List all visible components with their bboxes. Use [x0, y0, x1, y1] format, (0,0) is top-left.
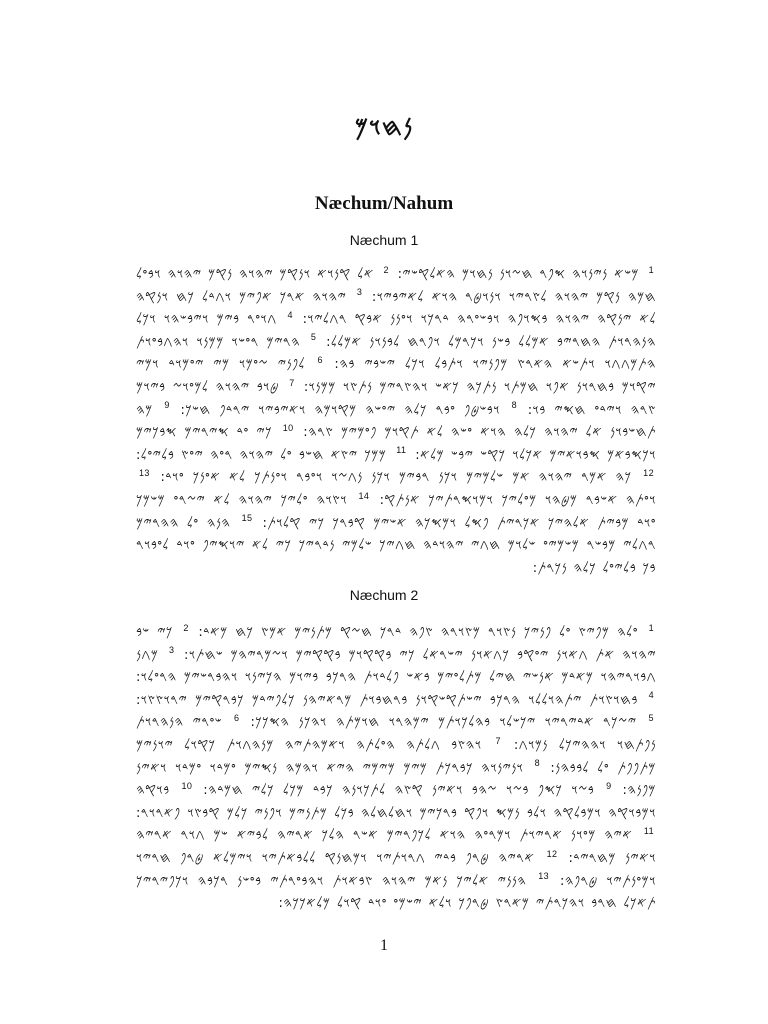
verse-text: 𐤁𐤇𐤅𐤑𐤅𐤕 𐤉𐤕𐤄𐤅𐤋𐤋𐤅 𐤄𐤓𐤊𐤁 𐤉𐤔𐤕𐤒𐤔𐤒𐤅𐤍 𐤁𐤓𐤇𐤁𐤅𐤕 𐤌𐤓𐤀𐤉𐤄𐤍 𐤊𐤋𐤐𐤉𐤃𐤌 𐤊𐤁𐤓𐤒𐤉𐤌 𐤉𐤓𐤅𐤑𐤑𐤅:: [136, 692, 638, 708]
verse-text: 𐤌𐤌𐤊 𐤉𐤑𐤀 𐤇𐤔𐤁 𐤏𐤋 𐤉𐤄𐤅𐤄 𐤓𐤏𐤄 𐤉𐤏𐤑 𐤁𐤋𐤉𐤏𐤋:: [136, 447, 387, 463]
verse-text: 𐤉𐤆𐤊𐤓 𐤀𐤃𐤉𐤓𐤉𐤅 𐤉𐤊𐤔𐤋𐤅 𐤁𐤄𐤋𐤊𐤅𐤕𐤌 𐤉𐤌𐤄𐤓𐤅 𐤇𐤅𐤌𐤕𐤄 𐤅𐤄𐤊𐤍 𐤄𐤎𐤊𐤊:: [250, 715, 637, 731]
chapter-1-title: Næchum 1: [349, 232, 419, 248]
verse: [198, 622, 656, 640]
verse-text: 𐤊𐤄 𐤀𐤌𐤓 𐤉𐤄𐤅𐤄 𐤀𐤌 𐤔𐤋𐤌𐤉𐤌 𐤅𐤊𐤍 𐤓𐤁𐤉𐤌 𐤅𐤊𐤍 𐤍𐤂𐤆𐤅 𐤅𐤏𐤁𐤓 𐤅𐤏𐤍𐤕𐤊 𐤋𐤀 𐤀𐤏𐤍𐤊 𐤏𐤅𐤃:: [160, 470, 632, 486]
verse-number: 9: [606, 780, 612, 791]
verse-number: 7: [495, 735, 501, 746]
verse-text: 𐤔𐤏𐤓𐤉 𐤄𐤍𐤄𐤓𐤅𐤕 𐤍𐤐𐤕𐤇𐤅 𐤅𐤄𐤄𐤉𐤊𐤋 𐤍𐤌𐤅𐤂:: [136, 715, 656, 753]
verse-number: 8: [511, 400, 518, 411]
verse-number: 5: [310, 332, 317, 343]
verse-text: 𐤉𐤄𐤅𐤄 𐤀𐤓𐤊 𐤀𐤐𐤉𐤌 𐤅𐤂𐤃𐤋 𐤊𐤇 𐤅𐤍𐤒𐤄 𐤋𐤀 𐤉𐤍𐤒𐤄 𐤉𐤄𐤅𐤄 𐤁𐤎𐤅𐤐𐤄 𐤅𐤁𐤔𐤏𐤓𐤄 𐤃𐤓𐤊𐤅 𐤅𐤏𐤍𐤍 𐤀𐤁𐤒 𐤓𐤂𐤋𐤉𐤅:: [136, 289, 656, 328]
verse-number: 9: [164, 400, 170, 411]
verse-number: 12: [546, 848, 558, 859]
verse-number: 5: [648, 713, 654, 724]
verse-number: 4: [287, 309, 293, 320]
verse: [180, 400, 519, 418]
book-hebrew-heading: 𐤍𐤇𐤅𐤌: [354, 113, 414, 141]
verse-number: 12: [643, 468, 654, 479]
verse-text: 𐤅𐤑𐤅𐤄 𐤏𐤋𐤉𐤊 𐤉𐤄𐤅𐤄 𐤋𐤀 𐤉𐤆𐤓𐤏 𐤌𐤔𐤌𐤊 𐤏𐤅𐤃 𐤌𐤁𐤉𐤕 𐤀𐤋𐤄𐤉𐤊 𐤀𐤊𐤓𐤉𐤕 𐤐𐤎𐤋 𐤅𐤌𐤎𐤊𐤄 𐤀𐤔𐤉𐤌 𐤒𐤁𐤓𐤊 𐤊𐤉 𐤒𐤋𐤅𐤕:: [136, 492, 656, 531]
verse-number: 3: [356, 287, 363, 298]
verse-number: 6: [234, 713, 240, 724]
verse-text: 𐤅𐤍𐤉𐤍𐤅𐤄 𐤊𐤁𐤓𐤊𐤕 𐤌𐤉𐤌 𐤌𐤉𐤌𐤉 𐤄𐤉𐤀 𐤅𐤄𐤌𐤄 𐤍𐤎𐤉𐤌 𐤏𐤌𐤃𐤅 𐤏𐤌𐤃𐤅 𐤅𐤀𐤉𐤍 𐤌𐤐𐤍𐤄:: [136, 760, 656, 799]
verse-text: 𐤋𐤐𐤍𐤉 𐤆𐤏𐤌𐤅 𐤌𐤉 𐤉𐤏𐤌𐤅𐤃 𐤅𐤌𐤉 𐤉𐤒𐤅𐤌 𐤁𐤇𐤓𐤅𐤍 𐤀𐤐𐤅 𐤇𐤌𐤕𐤅 𐤍𐤕𐤊𐤄 𐤊𐤀𐤔 𐤅𐤄𐤑𐤓𐤉𐤌 𐤍𐤕𐤑𐤅 𐤌𐤌𐤍𐤅:: [136, 357, 656, 395]
verse-text: 𐤁𐤅𐤒𐤄 𐤅𐤌𐤁𐤅𐤒𐤄 𐤅𐤌𐤁𐤋𐤒𐤄 𐤅𐤋𐤁 𐤍𐤌𐤎 𐤅𐤐𐤒 𐤁𐤓𐤊𐤉𐤌 𐤅𐤇𐤋𐤇𐤋𐤄 𐤁𐤊𐤋 𐤌𐤕𐤍𐤉𐤌 𐤅𐤐𐤍𐤉 𐤊𐤋𐤌 𐤒𐤁𐤑𐤅 𐤐𐤀𐤓𐤅𐤓:: [136, 783, 656, 821]
verse-number: 14: [358, 490, 370, 501]
verse-text: 𐤊𐤉 𐤏𐤃 𐤎𐤉𐤓𐤉𐤌 𐤎𐤁𐤊𐤉𐤌 𐤅𐤊𐤎𐤁𐤀𐤌 𐤎𐤁𐤅𐤀𐤉𐤌 𐤀𐤊𐤋𐤅 𐤊𐤒𐤔 𐤉𐤁𐤔 𐤌𐤋𐤀:: [136, 425, 656, 463]
verse: [203, 780, 613, 799]
verse-number: 6: [317, 355, 323, 366]
verse-number: 2: [383, 264, 389, 275]
verse: [136, 445, 408, 463]
verse-number: 13: [538, 871, 550, 882]
verse-text: 𐤈𐤅𐤁 𐤉𐤄𐤅𐤄 𐤋𐤌𐤏𐤅𐤆 𐤁𐤉𐤅𐤌 𐤑𐤓𐤄 𐤅𐤉𐤃𐤏 𐤇𐤎𐤉 𐤁𐤅:: [136, 379, 656, 418]
verse-text: 𐤄𐤍𐤍𐤉 𐤀𐤋𐤉𐤊 𐤍𐤀𐤌 𐤉𐤄𐤅𐤄 𐤑𐤁𐤀𐤅𐤕 𐤅𐤄𐤁𐤏𐤓𐤕𐤉 𐤁𐤏𐤔𐤍 𐤓𐤊𐤁𐤄 𐤅𐤊𐤐𐤉𐤓𐤉𐤊 𐤕𐤀𐤊𐤋 𐤇𐤓𐤁 𐤅𐤄𐤊𐤓𐤕𐤉 𐤌𐤀𐤓𐤑 𐤈𐤓𐤐𐤊 𐤅𐤋𐤀 𐤉𐤔𐤌𐤏 𐤏𐤅𐤃 𐤒𐤅𐤋 𐤌𐤋𐤀𐤊𐤊𐤄:: [136, 873, 656, 912]
verse-text: 𐤊𐤉 𐤔𐤁 𐤉𐤄𐤅𐤄 𐤀𐤕 𐤂𐤀𐤅𐤍 𐤉𐤏𐤒𐤁 𐤊𐤂𐤀𐤅𐤍 𐤉𐤔𐤓𐤀𐤋 𐤊𐤉 𐤁𐤒𐤒𐤅𐤌 𐤁𐤒𐤒𐤉𐤌 𐤅𐤆𐤌𐤓𐤉𐤄𐤌 𐤔𐤇𐤕𐤅:: [136, 625, 656, 663]
verse-text: 𐤄𐤍𐤄 𐤏𐤋 𐤄𐤄𐤓𐤉𐤌 𐤓𐤂𐤋𐤉 𐤌𐤁𐤔𐤓 𐤌𐤔𐤌𐤉𐤏 𐤔𐤋𐤅𐤌 𐤇𐤂𐤉 𐤉𐤄𐤅𐤃𐤄 𐤇𐤂𐤉𐤊 𐤔𐤋𐤌𐤉 𐤍𐤃𐤓𐤉𐤊 𐤊𐤉 𐤋𐤀 𐤉𐤅𐤎𐤉𐤐 𐤏𐤅𐤃 𐤋𐤏𐤁𐤅𐤓 𐤁𐤊 𐤁𐤋𐤉𐤏𐤋 𐤊𐤋𐤄 𐤍𐤊𐤓𐤕:: [136, 515, 656, 576]
verse: [251, 715, 656, 730]
verse-text: 𐤀𐤉𐤄 𐤌𐤏𐤅𐤍 𐤀𐤓𐤉𐤅𐤕 𐤅𐤌𐤓𐤏𐤄 𐤄𐤅𐤀 𐤋𐤊𐤐𐤓𐤉𐤌 𐤀𐤔𐤓 𐤄𐤋𐤊 𐤀𐤓𐤉𐤄 𐤋𐤁𐤉𐤀 𐤔𐤌 𐤂𐤅𐤓 𐤀𐤓𐤉𐤄 𐤅𐤀𐤉𐤍 𐤌𐤇𐤓𐤉𐤃:: [136, 828, 656, 866]
verse: [160, 470, 656, 485]
verse-text: 𐤄𐤓𐤉𐤌 𐤓𐤏𐤔𐤅 𐤌𐤌𐤍𐤅 𐤅𐤄𐤂𐤁𐤏𐤅𐤕 𐤄𐤕𐤌𐤂𐤂𐤅 𐤅𐤕𐤔𐤀 𐤄𐤀𐤓𐤑 𐤌𐤐𐤍𐤉𐤅 𐤅𐤕𐤁𐤋 𐤅𐤊𐤋 𐤉𐤔𐤁𐤉 𐤁𐤄:: [136, 334, 656, 373]
verse-text: 𐤅𐤄𐤑𐤁 𐤂𐤋𐤕𐤄 𐤄𐤏𐤋𐤕𐤄 𐤅𐤀𐤌𐤄𐤕𐤉𐤄 𐤌𐤍𐤄𐤂𐤅𐤕 𐤊𐤒𐤅𐤋 𐤉𐤅𐤍𐤉𐤌 𐤌𐤕𐤐𐤐𐤕 𐤏𐤋 𐤋𐤁𐤁𐤄𐤍:: [136, 737, 656, 776]
verse-number: 3: [169, 645, 175, 656]
verse-text: 𐤌𐤂𐤍 𐤂𐤁𐤅𐤓𐤉𐤄𐤅 𐤌𐤀𐤃𐤌 𐤀𐤍𐤔𐤉 𐤇𐤉𐤋 𐤌𐤕𐤋𐤏𐤉𐤌 𐤁𐤀𐤔 𐤐𐤋𐤃𐤅𐤕 𐤄𐤓𐤊𐤁 𐤁𐤉𐤅𐤌 𐤄𐤊𐤉𐤍𐤅 𐤅𐤄𐤁𐤓𐤔𐤉𐤌 𐤄𐤓𐤏𐤋𐤅:: [136, 647, 656, 686]
verse-text: 𐤀𐤋 𐤒𐤍𐤅𐤀 𐤅𐤍𐤒𐤌 𐤉𐤄𐤅𐤄 𐤍𐤒𐤌 𐤉𐤄𐤅𐤄 𐤅𐤁𐤏𐤋 𐤇𐤌𐤄 𐤍𐤒𐤌 𐤉𐤄𐤅𐤄 𐤋𐤑𐤓𐤉𐤅 𐤅𐤍𐤅𐤈𐤓 𐤄𐤅𐤀 𐤋𐤀𐤉𐤁𐤉𐤅:: [136, 267, 656, 305]
verse-text: 𐤏𐤋𐤄 𐤌𐤐𐤉𐤑 𐤏𐤋 𐤐𐤍𐤉𐤊 𐤍𐤑𐤅𐤓 𐤌𐤑𐤅𐤓𐤄 𐤑𐤐𐤄 𐤃𐤓𐤊 𐤇𐤆𐤒 𐤌𐤕𐤍𐤉𐤌 𐤀𐤌𐤑 𐤊𐤇 𐤌𐤀𐤃:: [198, 625, 638, 640]
book-title: Næchum/Nahum: [314, 193, 454, 214]
verse-number: 1: [648, 264, 654, 275]
verse: [136, 690, 656, 708]
chapter-2-text: [136, 622, 656, 916]
verse-number: 10: [181, 780, 193, 791]
verse-text: 𐤂𐤅𐤏𐤓 𐤁𐤉𐤌 𐤅𐤉𐤁𐤔𐤄𐤅 𐤅𐤊𐤋 𐤄𐤍𐤄𐤓𐤅𐤕 𐤄𐤇𐤓𐤉𐤁 𐤀𐤌𐤋𐤋 𐤁𐤔𐤍 𐤅𐤊𐤓𐤌𐤋 𐤅𐤐𐤓𐤇 𐤋𐤁𐤍𐤅𐤍 𐤀𐤌𐤋𐤋:: [136, 312, 656, 350]
chapter-1-text: [136, 264, 656, 580]
verse-number: 13: [139, 468, 150, 479]
verse-number: 15: [241, 513, 253, 524]
verse-text: 𐤅𐤁𐤔𐤈𐤐 𐤏𐤁𐤓 𐤊𐤋𐤄 𐤉𐤏𐤔𐤄 𐤌𐤒𐤅𐤌𐤄 𐤅𐤀𐤉𐤁𐤉𐤅 𐤉𐤓𐤃𐤐 𐤇𐤔𐤊:: [180, 402, 500, 418]
chapter-2-title: Næchum 2: [349, 587, 419, 603]
verse-number: 7: [289, 377, 295, 388]
verse-text: 𐤅𐤏𐤕𐤄 𐤀𐤔𐤁𐤓 𐤌𐤈𐤄𐤅 𐤌𐤏𐤋𐤉𐤊 𐤅𐤌𐤅𐤎𐤓𐤕𐤉𐤊 𐤀𐤍𐤕𐤒:: [379, 492, 656, 508]
verse: [397, 264, 656, 282]
verse-number: 1: [648, 622, 654, 633]
verse-number: 8: [534, 758, 541, 769]
verse-number: 4: [648, 690, 654, 701]
verse-number: 2: [183, 622, 189, 633]
verse-text: 𐤁𐤆𐤅 𐤊𐤎𐤐 𐤁𐤆𐤅 𐤆𐤄𐤁 𐤅𐤀𐤉𐤍 𐤒𐤑𐤄 𐤋𐤕𐤊𐤅𐤍𐤄 𐤊𐤁𐤃 𐤌𐤊𐤋 𐤊𐤋𐤉 𐤇𐤌𐤃𐤄:: [203, 783, 595, 799]
verse-number: 10: [282, 422, 294, 433]
verse-text: 𐤌𐤔𐤀 𐤍𐤉𐤍𐤅𐤄 𐤎𐤐𐤓 𐤇𐤆𐤅𐤍 𐤍𐤇𐤅𐤌 𐤄𐤀𐤋𐤒𐤔𐤉:: [397, 267, 639, 282]
verse-number: 11: [396, 445, 407, 456]
verse-number: 11: [643, 826, 654, 837]
page-number: 1: [380, 937, 388, 954]
verse-text: 𐤀𐤓𐤉𐤄 𐤈𐤓𐤐 𐤁𐤃𐤉 𐤂𐤓𐤅𐤕𐤉𐤅 𐤅𐤌𐤇𐤍𐤒 𐤋𐤋𐤁𐤀𐤕𐤉𐤅 𐤅𐤉𐤌𐤋𐤀 𐤈𐤓𐤐 𐤇𐤓𐤉𐤅 𐤅𐤌𐤏𐤍𐤕𐤉𐤅 𐤈𐤓𐤐𐤄:: [136, 850, 656, 889]
verse-text: 𐤌𐤄 𐤕𐤇𐤔𐤁𐤅𐤍 𐤀𐤋 𐤉𐤄𐤅𐤄 𐤊𐤋𐤄 𐤄𐤅𐤀 𐤏𐤔𐤄 𐤋𐤀 𐤕𐤒𐤅𐤌 𐤐𐤏𐤌𐤉𐤌 𐤑𐤓𐤄:: [136, 402, 656, 441]
